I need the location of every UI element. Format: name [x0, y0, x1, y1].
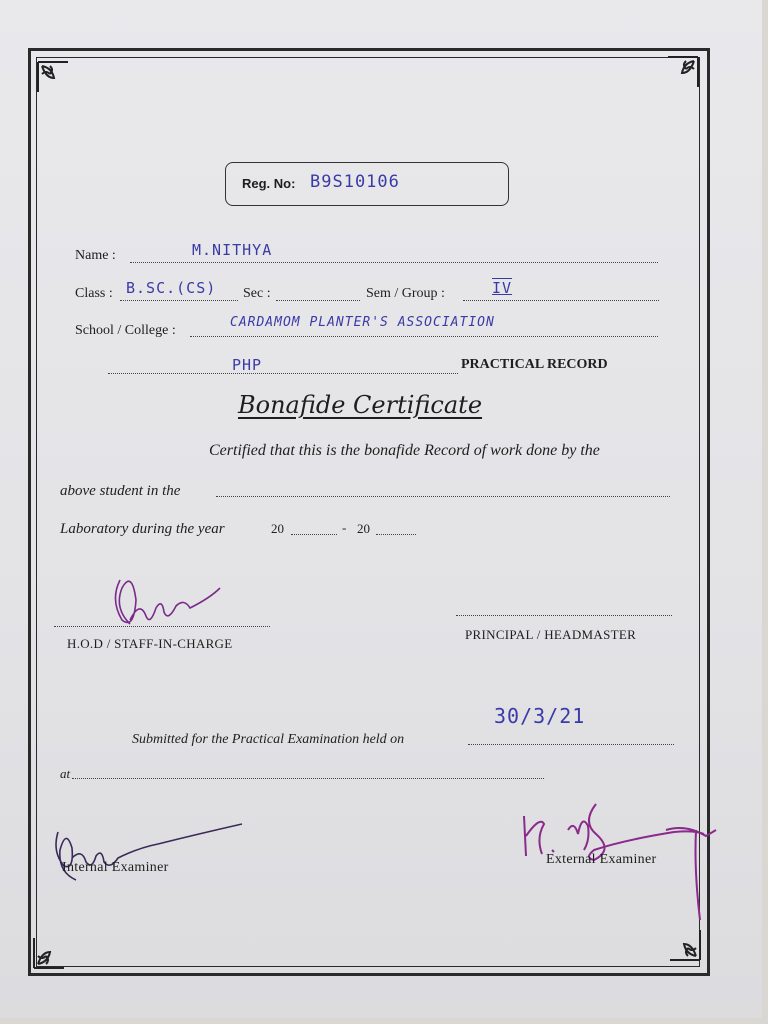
- external-examiner-label: External Examiner: [546, 852, 657, 867]
- certificate-line-3: Laboratory during the year: [60, 521, 225, 537]
- year-end: 20: [357, 521, 370, 536]
- hod-signature: [100, 570, 250, 640]
- corner-ornament-top-left: [36, 60, 70, 94]
- subject-value: PHP: [232, 356, 263, 374]
- class-dotted-line: [120, 300, 238, 301]
- submitted-text: Submitted for the Practical Examination held on: [132, 732, 405, 747]
- lab-dotted-line: [216, 496, 670, 497]
- certificate-line-1: Certified that this is the bonafide Record of work done by the: [209, 442, 600, 459]
- principal-signature-line: [456, 615, 672, 616]
- sec-label: Sec :: [243, 286, 271, 301]
- sem-label: Sem / Group :: [366, 286, 445, 301]
- year-start: 20: [271, 521, 284, 536]
- reg-number-value: B9S10106: [310, 172, 400, 192]
- principal-label: PRINCIPAL / HEADMASTER: [465, 627, 637, 642]
- year-end-dots: [376, 534, 416, 535]
- year-start-dots: [291, 534, 337, 535]
- certificate-line-2: above student in the: [60, 483, 181, 499]
- class-value: B.SC.(CS): [126, 279, 217, 297]
- school-dotted-line: [190, 336, 658, 337]
- sem-dotted-line: [463, 300, 659, 301]
- certificate-title: Bonafide Certificate: [238, 391, 483, 419]
- name-value: M.NITHYA: [192, 241, 273, 259]
- name-label: Name :: [75, 248, 116, 263]
- practical-record-label: PRACTICAL RECORD: [461, 357, 608, 372]
- corner-ornament-bottom-left: [32, 936, 66, 970]
- corner-ornament-bottom-right: [668, 928, 702, 962]
- reg-number-label: Reg. No:: [242, 176, 296, 191]
- school-value: CARDAMOM PLANTER'S ASSOCIATION: [230, 315, 495, 330]
- subject-dotted-line: [108, 373, 458, 374]
- at-label: at: [60, 766, 71, 781]
- sem-value: IV: [492, 279, 513, 297]
- venue-dotted-line: [72, 778, 544, 779]
- internal-examiner-signature: [48, 818, 258, 888]
- corner-ornament-top-right: [666, 55, 700, 89]
- name-dotted-line: [130, 262, 658, 263]
- hod-label: H.O.D / STAFF-IN-CHARGE: [67, 636, 233, 651]
- internal-examiner-label: Internal Examiner: [62, 860, 169, 875]
- class-label: Class :: [75, 286, 113, 301]
- year-separator: -: [342, 520, 347, 535]
- exam-date-dotted-line: [468, 744, 674, 745]
- sec-dotted-line: [276, 300, 360, 301]
- exam-date-value: 30/3/21: [494, 704, 586, 728]
- school-label: School / College :: [75, 323, 176, 338]
